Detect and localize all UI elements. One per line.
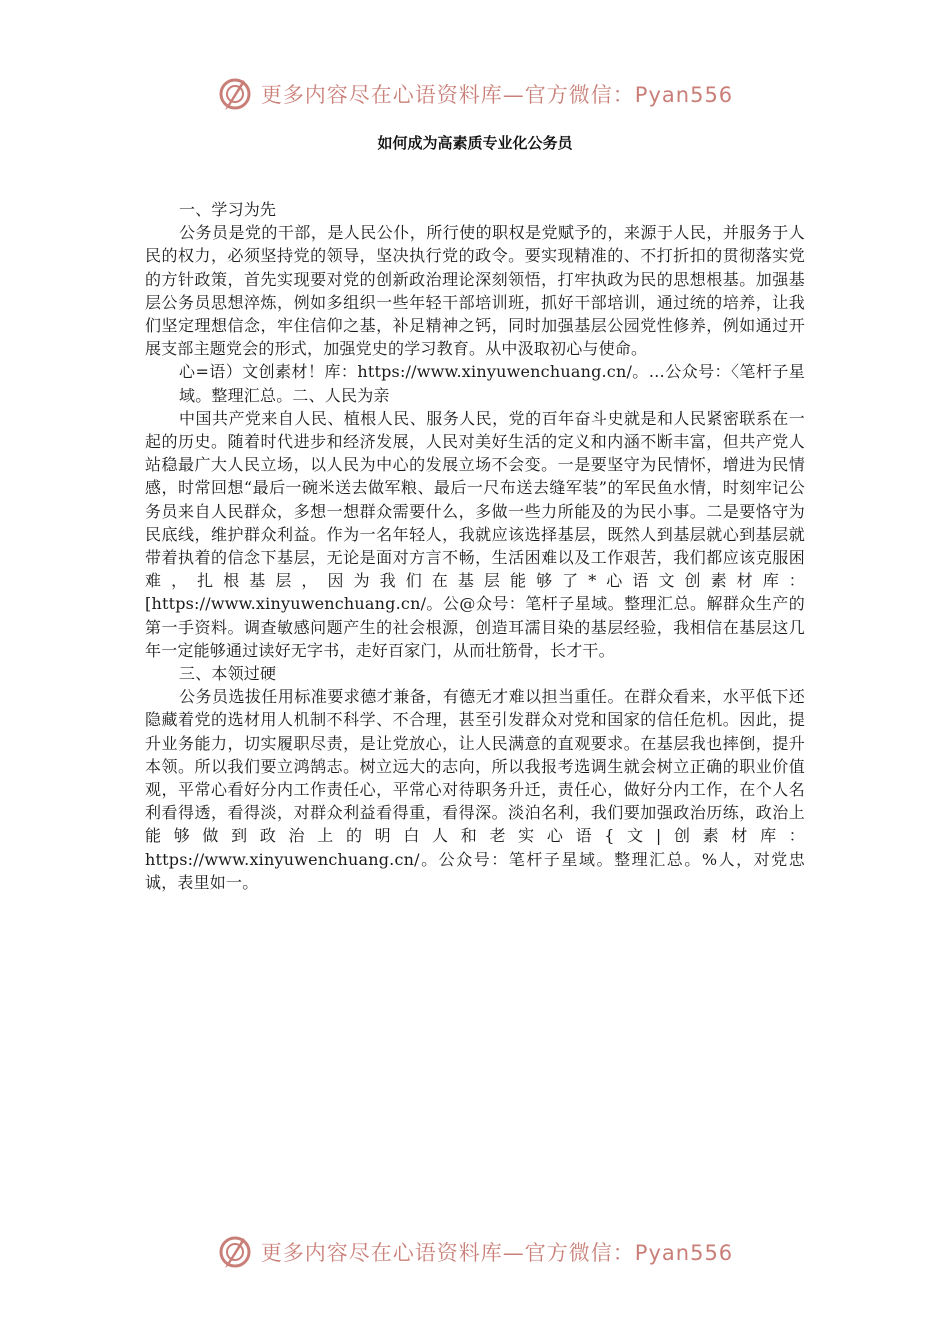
section-heading: 一、学习为先 bbox=[179, 200, 277, 219]
section-heading: 三、本领过硬 bbox=[179, 664, 277, 684]
pen-logo-icon bbox=[217, 76, 253, 112]
section-paragraph: 公务员选拔任用标准要求德才兼备，有德无才难以担当重任。在群众看来，水平低下还隐藏着党的选材用人机制不科学、不合理，甚至引发群众对党和国家的信任危机。因此，提升业务能力，切实履职尽责，是让党放心，让人民满意的直观要求。在基层我也摔倒，提升本领。所以我们要立鸿鹄志。树立远大的志向，所以我报考选调生就会树立正确的职业价值观，平常心看好分内工作责任心，平常心对待职务升迁，责任心，做好分内工作，在个人名利看得透，看得淡，对群众利益看得重，看得深。淡泊名利，我们要加强政治历练，政治上能够做到政治上的明白人和老实心语{文|创素材库：https://www.xinyuwenchuang.cn/。公众号：笔杆子星域。整理汇总。%人，对党忠诚，表里如一。 bbox=[145, 687, 805, 892]
watermark-footer bbox=[0, 1232, 950, 1272]
watermark-header bbox=[0, 74, 950, 114]
watermark-text: 更多内容尽在心语资料库—官方微信：Pyan556 bbox=[260, 83, 734, 107]
source-notice: 心=语）文创素材！库：https://www.xinyuwenchuang.cn/。…公众号：〈笔杆子星域。整理汇总。二、人民为亲 bbox=[179, 362, 805, 405]
pen-logo-icon bbox=[217, 1234, 253, 1270]
document-title: 如何成为高素质专业化公务员 bbox=[377, 134, 573, 152]
document-body bbox=[145, 198, 805, 894]
watermark-text: 更多内容尽在心语资料库—官方微信：Pyan556 bbox=[260, 1241, 734, 1265]
section-paragraph: 中国共产党来自人民、植根人民、服务人民，党的百年奋斗史就是和人民紧密联系在一起的历史。随着时代进步和经济发展，人民对美好生活的定义和内涵不断丰富，但共产党人站稳最广大人民立场，以人民为中心的发展立场不会变。一是要坚守为民情怀，增进为民情感，时常回想“最后一碗米送去做军粮、最后一尺布送去缝军装”的军民鱼水情，时刻牢记公务员来自人民群众，多想一想群众需要什么，多做一些力所能及的为民小事。二是要恪守为民底线，维护群众利益。作为一名年轻人，我就应该选择基层，既然人到基层就心到基层就带着执着的信念下基层，无论是面对方言不畅，生活困难以及工作艰苦，我们都应该克服困难，扎根基层，因为我们在基层能够了*心语文创素材库：[https://www.xinyuwenchuang.cn/。公@众号：笔杆子星域。整理汇总。解群众生产的第一手资料。调查敏感问题产生的社会根源，创造耳濡目染的基层经验，我相信在基层这几年一定能够通过读好无字书，走好百家门，从而壮筋骨，长才干。 bbox=[145, 408, 805, 660]
section-paragraph: 公务员是党的干部，是人民公仆，所行使的职权是党赋予的，来源于人民，并服务于人民的权力，必须坚持党的领导，坚决执行党的政令。要实现精准的、不打折扣的贯彻落实党的方针政策，首先实现要对党的创新政治理论深刻领悟，打牢执政为民的思想根基。加强基层公务员思想淬炼，例如多组织一些年轻干部培训班，抓好干部培训，通过统的培养，让我们坚定理想信念，牢住信仰之基，补足精神之钙，同时加强基层公园党性修养，例如通过开展支部主题党会的形式，加强党史的学习教育。从中汲取初心与使命。 bbox=[145, 223, 805, 359]
